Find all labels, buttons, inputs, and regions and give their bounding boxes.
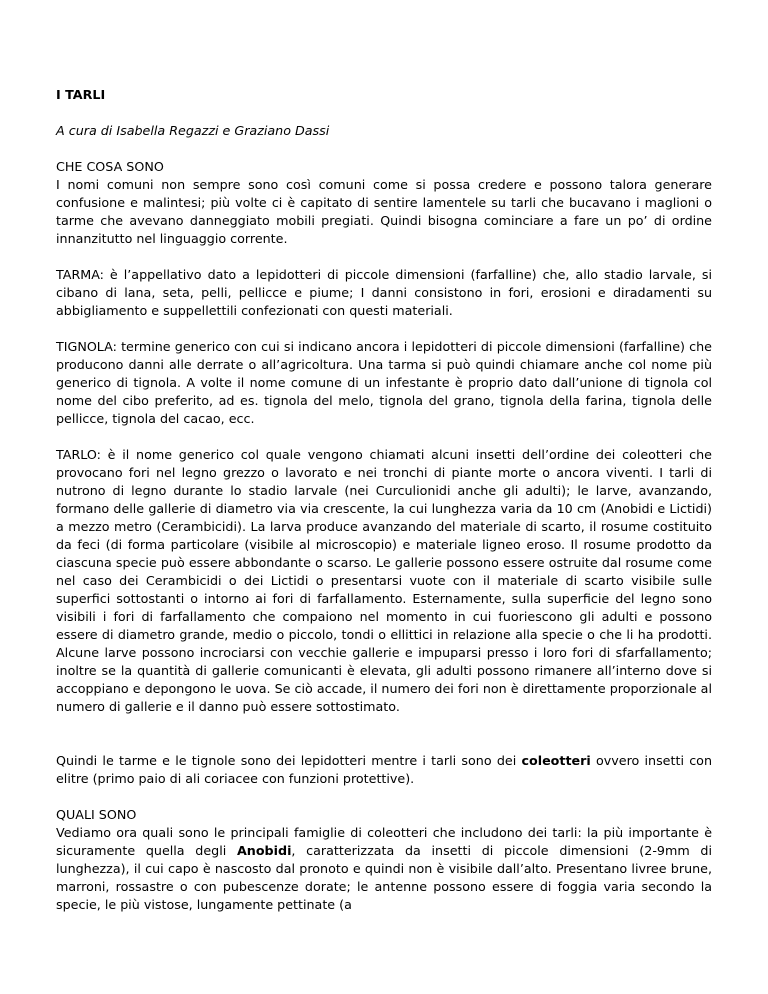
blank-line <box>56 734 712 752</box>
document-authors: A cura di Isabella Regazzi e Graziano Dassi <box>56 123 330 138</box>
summary-text-start: Quindi le tarme e le tignole sono dei lepidotteri mentre i tarli sono dei <box>56 753 522 768</box>
section-text-end: , caratterizzata da insetti di piccole dimensioni (2-9mm di lunghezza), il cui capo è nascosto dal pronoto e quindi non è visibile dall’alto. Presentano livree brune, marroni, rossastre o con pubescenze dorate; le antenne possono essere di foggia varia secondo la specie, le più vistose, lungamente pettinate (a <box>56 843 712 912</box>
summary-bold-term: coleotteri <box>521 753 591 768</box>
paragraph-tarma: TARMA: è l’appellativo dato a lepidotteri di piccole dimensioni (farfalline) che, allo stadio larvale, si cibano di lana, seta, pelli, pellicce e piume; I danni consistono in fori, erosioni e diradamenti su abbigliamento e suppellettili confezionati con questi materiali. <box>56 267 712 318</box>
section-heading: QUALI SONO <box>56 807 137 822</box>
section-bold-term: Anobidi <box>236 843 292 858</box>
section-che-cosa-sono <box>56 158 712 248</box>
paragraph-tarlo: TARLO: è il nome generico col quale vengono chiamati alcuni insetti dell’ordine dei coleotteri che provocano fori nel legno grezzo o lavorato e nei tronchi di piante morte o ancora viventi. I tarli di nutrono di legno durante lo stadio larvale (nei Curculionidi anche gli adulti); le larve, avanzando, formano delle gallerie di diametro via via crescente, la cui lunghezza varia da 10 cm (Anobidi e Lictidi) a mezzo metro (Cerambicidi). La larva produce avanzando del materiale di scarto, il rosume costituito da feci (di forma particolare (visibile al microscopio) e materiale ligneo eroso. Il rosume prodotto da ciascuna specie può essere abbondante o scarso. Le gallerie possono essere ostruite dal rosume come nel caso dei Cerambicidi o dei Lictidi o presentarsi vuote con il materiale di scarto visibile sulle superfici sottostanti o intorno ai fori di farfallamento. Esternamente, sulla superficie del legno sono visibili i fori di farfallamento che compaiono nel momento in cui fuoriescono gli adulti e possono essere di diametro grande, medio o piccolo, tondi o ellittici in relazione alla specie o che li ha prodotti. Alcune larve possono incrociarsi con vecchie gallerie e impuparsi presso i loro fori di sfarfallamento; inoltre se la quantità di gallerie comunicanti è elevata, gli adulti possono rimanere all’interno dove si accoppiano e depongono le uova. Se ciò accade, il numero dei fori non è direttamente proporzionale al numero di gallerie e il danno può essere sottostimato. <box>56 447 712 714</box>
section-text-start: Vediamo ora quali sono le principali famiglie di coleotteri che includono dei tarli: la più importante è sicuramente quella degli <box>56 825 712 858</box>
document-page <box>56 86 712 932</box>
section-quali-sono <box>56 806 712 914</box>
document-title: I TARLI <box>56 87 106 102</box>
section-heading: CHE COSA SONO <box>56 159 164 174</box>
summary-text-end: ovvero insetti con elitre (primo paio di ali coriacee con funzioni protettive). <box>56 753 712 786</box>
paragraph-tignola: TIGNOLA: termine generico con cui si indicano ancora i lepidotteri di piccole dimensioni (farfalline) che producono danni alle derrate o all’agricoltura. Una tarma si può quindi chiamare anche col nome più generico di tignola. A volte il nome comune di un infestante è proprio dato dall’unione di tignola col nome del cibo preferito, ad es. tignola del melo, tignola del grano, tignola della farina, tignola delle pellicce, tignola del cacao, ecc. <box>56 339 712 426</box>
section-text: I nomi comuni non sempre sono così comuni come si possa credere e possono talora generare confusione e malintesi; più volte ci è capitato di sentire lamentele su tarli che bucavano i maglioni o tarme che avevano danneggiato mobili pregiati. Quindi bisogna cominciare a fare un po’ di ordine innanzitutto nel linguaggio corrente. <box>56 177 712 246</box>
paragraph-summary <box>56 752 712 788</box>
